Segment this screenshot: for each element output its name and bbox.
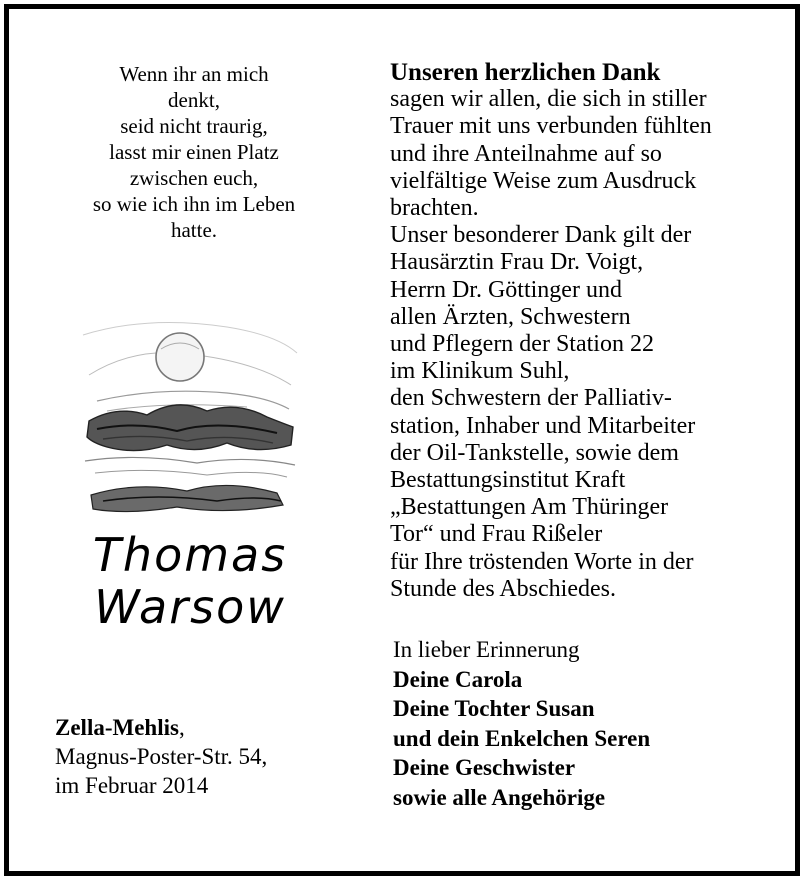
sun-over-sea-sketch-icon [77, 305, 303, 525]
thanks-text [390, 59, 785, 603]
thanks-line: Hausärztin Frau Dr. Voigt, [390, 249, 644, 276]
city-suffix: , [178, 715, 185, 740]
thanks-line: für Ihre tröstenden Worte in der [390, 548, 694, 575]
poem-line: lasst mir einen Platz [109, 140, 279, 164]
thanks-line: vielfältige Weise zum Ausdruck [390, 167, 697, 194]
signoff-family-line: sowie alle Angehörige [393, 784, 606, 810]
signoff-family-line: Deine Geschwister [393, 755, 576, 780]
thanks-line: Unser besonderer Dank gilt der [390, 222, 692, 249]
thanks-heading: Unseren herzlichen Dank [390, 59, 661, 86]
street: Magnus-Poster-Str. 54, [55, 744, 268, 769]
city: Zella-Mehlis [55, 715, 179, 740]
signoff-block [393, 635, 788, 812]
thanks-line: im Klinikum Suhl, [390, 358, 570, 385]
deceased-name [59, 529, 321, 633]
thanks-line: station, Inhaber und Mitarbeiter [390, 412, 696, 439]
thanks-line: brachten. [390, 195, 479, 222]
signoff-family-line: Deine Tochter Susan [393, 696, 595, 721]
city-line [55, 713, 345, 742]
date-line: im Februar 2014 [55, 773, 209, 798]
signoff-family-line: Deine Carola [393, 666, 523, 692]
thanks-line: der Oil-Tankstelle, sowie dem [390, 439, 679, 466]
thanks-line: Trauer mit uns verbunden fühlten [390, 113, 712, 140]
thanks-line: Bestattungsinstitut Kraft [390, 467, 626, 494]
obituary-notice [4, 4, 800, 876]
deceased-last-name: Warsow [94, 580, 286, 634]
signoff-family-line: und dein Enkelchen Seren [393, 725, 651, 751]
memorial-poem [49, 61, 339, 243]
poem-line: so wie ich ihn im Leben [92, 192, 296, 216]
poem-line: denkt, [168, 88, 220, 112]
thanks-line: allen Ärzten, Schwestern [390, 303, 631, 330]
poem-line: zwischen euch, [129, 166, 259, 190]
thanks-line: Stunde des Abschiedes. [390, 575, 616, 602]
signoff-intro: In lieber Erinnerung [393, 637, 580, 662]
thanks-line: Herrn Dr. Göttinger und [390, 276, 622, 303]
poem-line: seid nicht traurig, [120, 114, 268, 138]
poem-line: Wenn ihr an mich [119, 62, 269, 86]
thanks-line: Tor“ und Frau Rißeler [390, 521, 603, 548]
poem-line: hatte. [170, 218, 218, 242]
thanks-line: den Schwestern der Palliativ- [390, 385, 672, 412]
thanks-line: und ihre Anteilnahme auf so [390, 140, 662, 167]
address-block [55, 713, 345, 800]
thanks-line: und Pflegern der Station 22 [390, 331, 654, 358]
deceased-first-name: Thomas [92, 528, 288, 582]
thanks-line: „Bestattungen Am Thüringer [390, 494, 669, 521]
thanks-line: sagen wir allen, die sich in stiller [390, 86, 707, 113]
